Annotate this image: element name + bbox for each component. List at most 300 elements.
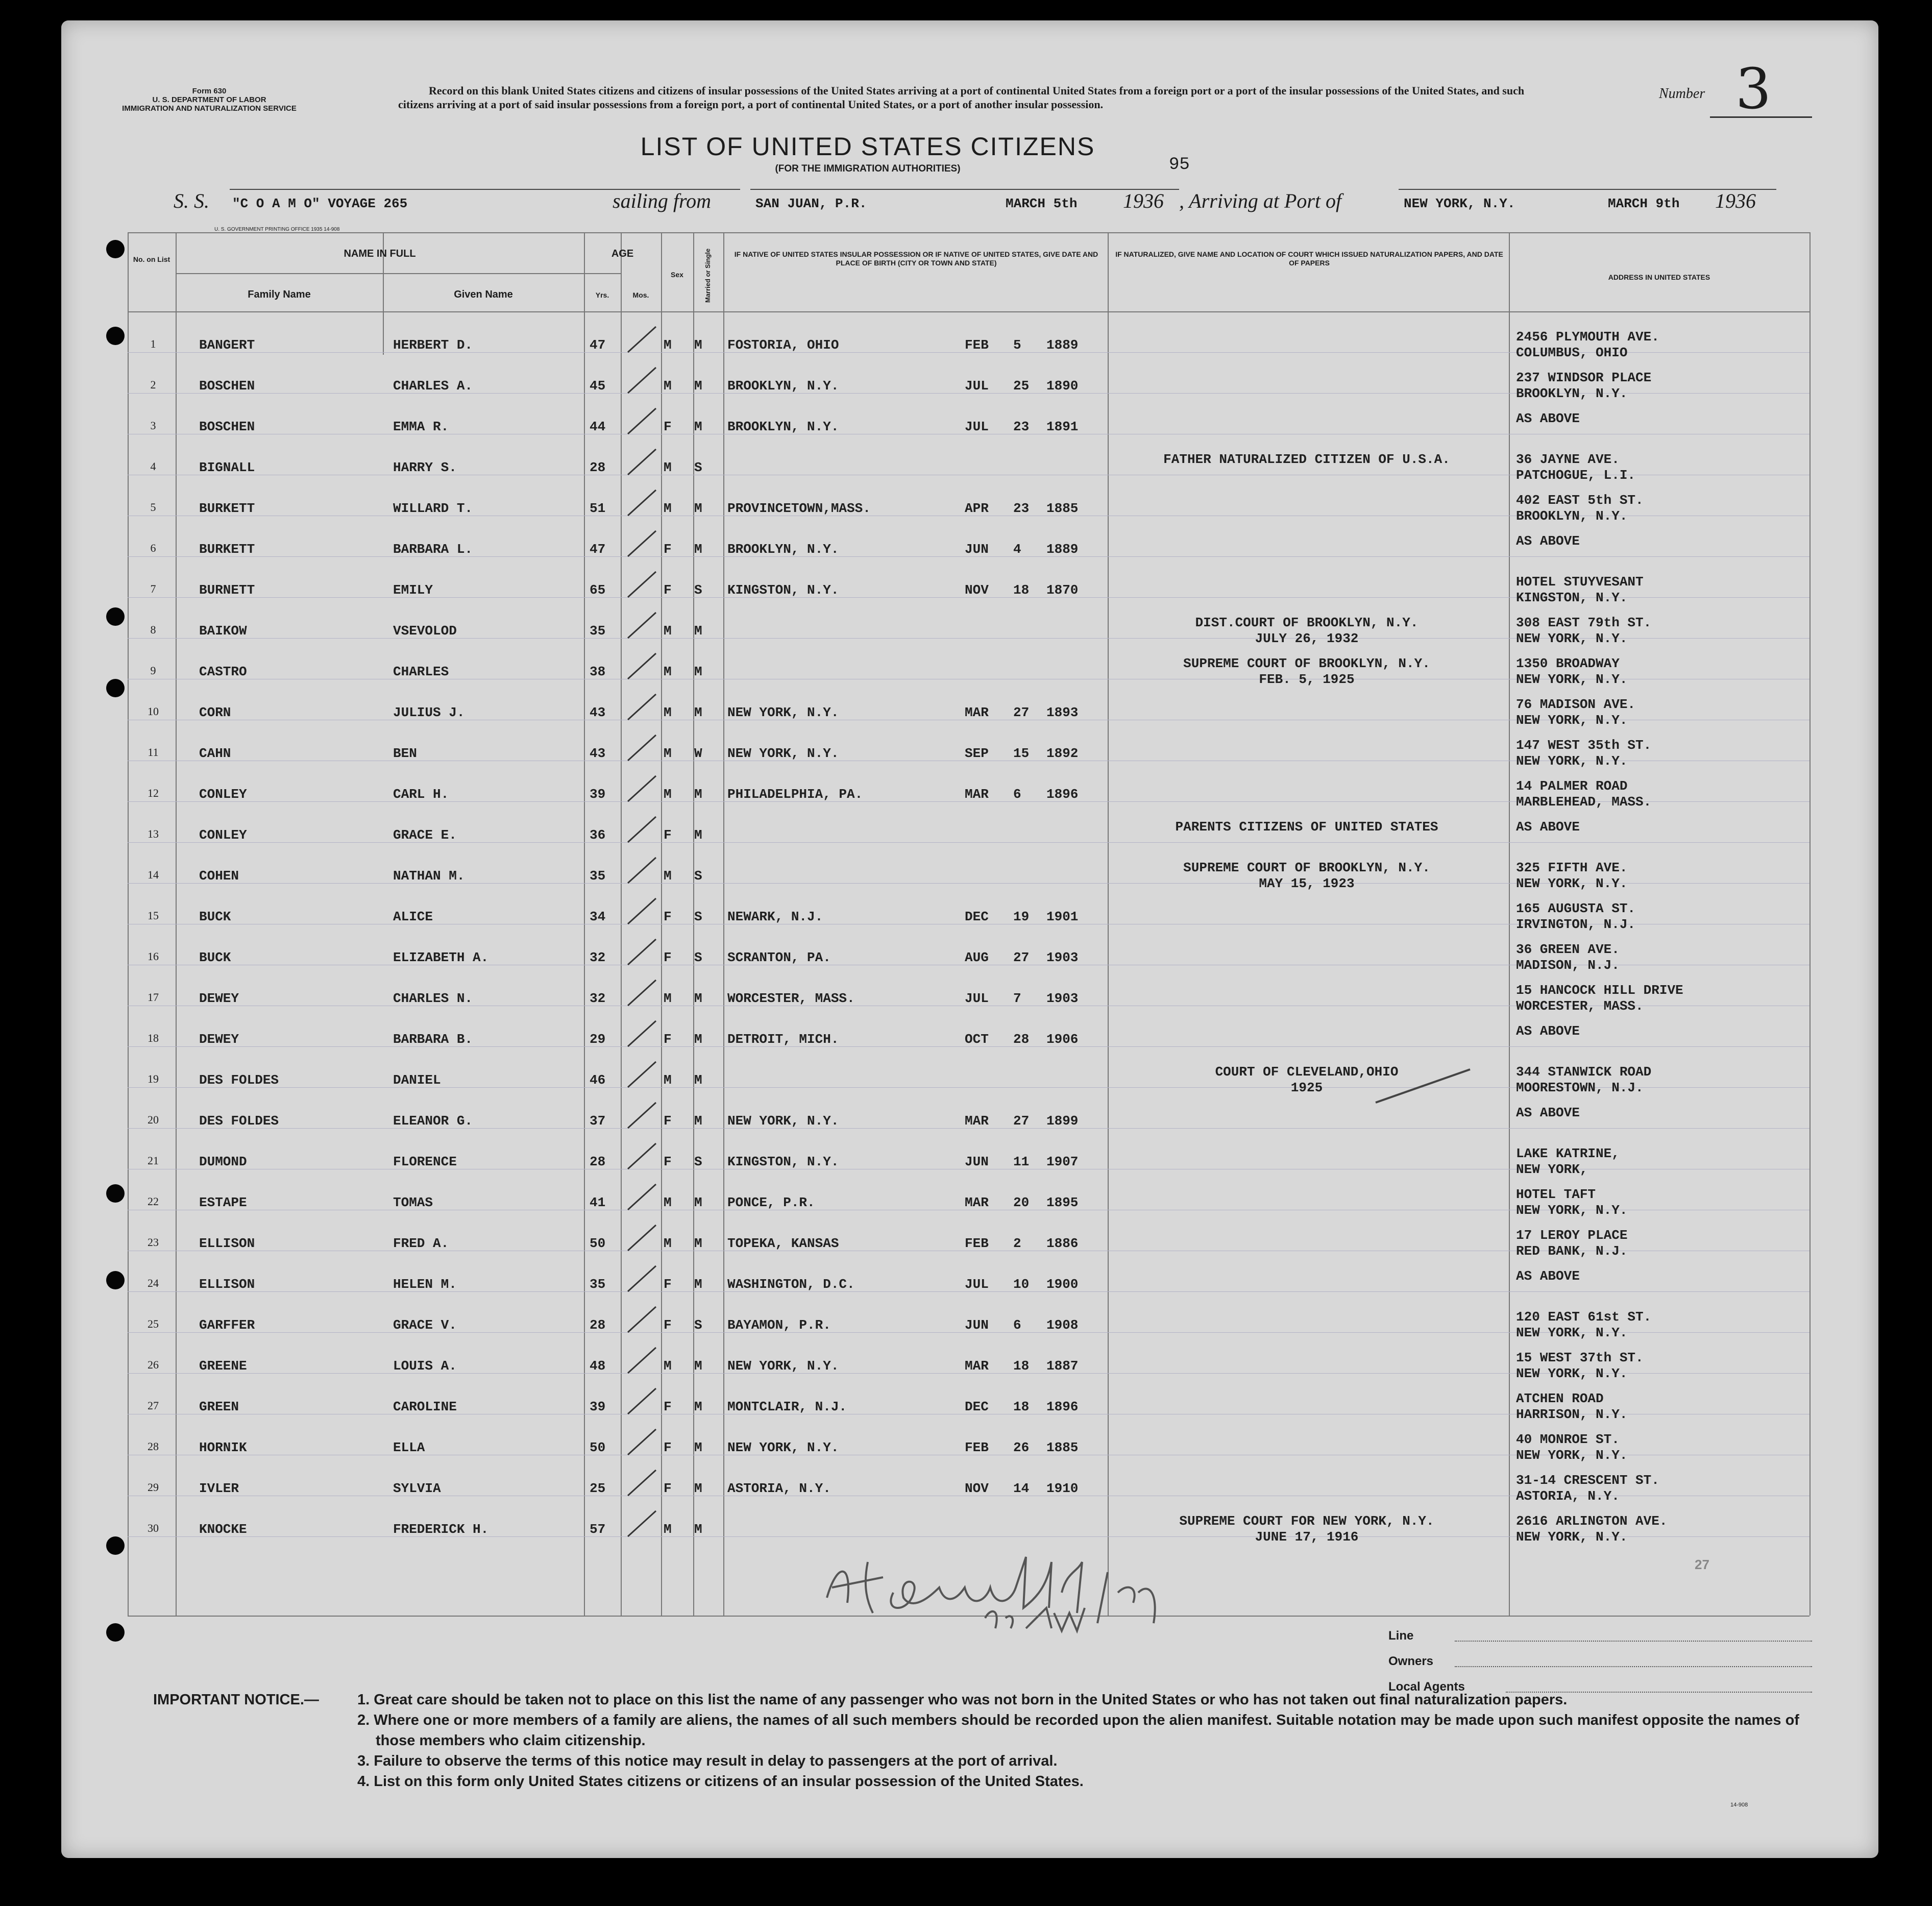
birth-place: NEW YORK, N.Y. [727,1440,839,1455]
given-name: ALICE [393,909,433,924]
sex: M [664,1358,672,1374]
check-tick [625,814,661,845]
line-dots [1455,1641,1812,1642]
row-number: 4 [150,460,156,473]
important-notice [153,1690,1827,1792]
birth-day: 19 [1013,909,1030,924]
age-years: 47 [590,542,606,557]
marital-status: S [694,1154,702,1169]
inspector-signature [822,1542,1281,1644]
sex: F [664,1440,672,1455]
age-years: 37 [590,1113,606,1129]
birth-day: 27 [1013,705,1030,720]
address-line-2: NEW YORK, N.Y. [1516,1325,1628,1340]
given-name: LOUIS A. [393,1358,457,1374]
birth-month: OCT [965,1032,989,1047]
naturalization-info [1108,452,1506,468]
birth-month: DEC [965,909,989,924]
table-row [128,493,1809,532]
address [1516,697,1635,728]
sex: M [664,337,672,353]
marital-status: S [694,582,702,598]
address-line-2: BROOKLYN, N.Y. [1516,386,1628,401]
address-line-2: IRVINGTON, N.J. [1516,917,1636,932]
page-subtitle: (FOR THE IMMIGRATION AUTHORITIES) [775,163,961,174]
given-name: BARBARA L. [393,542,473,557]
birth-month: JUL [965,991,989,1006]
address [1516,411,1580,427]
row-number: 1 [150,337,156,350]
table-row [128,1228,1809,1267]
birth-year: 1893 [1046,705,1079,720]
address-line-1: 165 AUGUSTA ST. [1516,901,1636,916]
owners-dots [1455,1666,1812,1667]
birth-month: JUL [965,378,989,394]
table-row [128,1023,1809,1063]
address-line-1: 31-14 CRESCENT ST. [1516,1473,1659,1488]
birth-place: KINGSTON, N.Y. [727,1154,839,1169]
address-line-1: 308 EAST 79th ST. [1516,615,1652,630]
age-years: 43 [590,705,606,720]
marital-status: S [694,950,702,965]
header-marital: Married or Single [704,248,712,303]
family-name: DEWEY [199,1032,239,1047]
address-line-1: 147 WEST 35th ST. [1516,738,1652,753]
naturalization-info [1108,1513,1506,1545]
age-years: 38 [590,664,606,679]
marital-status: M [694,419,702,434]
address [1516,901,1635,933]
address-line-1: 402 EAST 5th ST. [1516,493,1644,508]
birth-month: NOV [965,582,989,598]
punch-hole [106,679,125,697]
birth-day: 15 [1013,746,1030,761]
address-line-2: NEW YORK, N.Y. [1516,672,1628,687]
birth-month: FEB [965,1236,989,1251]
row-number: 28 [148,1440,159,1453]
family-name: GARFFER [199,1317,255,1333]
marital-status: W [694,746,702,761]
age-years: 57 [590,1522,606,1537]
birth-year: 1896 [1046,1399,1079,1414]
birth-month: AUG [965,950,989,965]
address-line-1: 36 JAYNE AVE. [1516,452,1620,467]
address-line-1: 325 FIFTH AVE. [1516,860,1628,875]
address-line-1: 36 GREEN AVE. [1516,942,1620,957]
family-name: BURKETT [199,542,255,557]
age-years: 25 [590,1481,606,1496]
age-years: 45 [590,378,606,394]
address-line-2: PATCHOGUE, L.I. [1516,468,1636,483]
address [1516,1432,1627,1463]
naturalization-line-1: SUPREME COURT FOR NEW YORK, N.Y. [1179,1513,1434,1529]
address [1516,1064,1651,1096]
table-row [128,942,1809,982]
family-name: COHEN [199,868,239,884]
given-name: ELIZABETH A. [393,950,489,965]
check-tick [625,1100,661,1131]
row-number: 15 [148,909,159,922]
address [1516,1023,1580,1039]
birth-year: 1907 [1046,1154,1079,1169]
birth-day: 20 [1013,1195,1030,1210]
sail-year: 1936 [1123,189,1164,212]
given-name: TOMAS [393,1195,433,1210]
family-name: ELLISON [199,1236,255,1251]
address-line-1: AS ABOVE [1516,1105,1580,1120]
punch-hole [106,1536,125,1555]
given-name: FREDERICK H. [393,1522,489,1537]
check-tick [625,1508,661,1539]
owners-field [1388,1649,1465,1674]
address-line-1: 17 LEROY PLACE [1516,1228,1628,1243]
sex: M [664,664,672,679]
passenger-table [128,232,1809,1616]
marital-status: M [694,501,702,516]
given-name: GRACE E. [393,827,457,843]
birth-day: 18 [1013,1358,1030,1374]
birth-day: 18 [1013,582,1030,598]
given-name: CHARLES N. [393,991,473,1006]
marital-status: M [694,1113,702,1129]
age-years: 36 [590,827,606,843]
birth-year: 1885 [1046,501,1079,516]
birth-place: PROVINCETOWN,MASS. [727,501,871,516]
address-line-1: 15 HANCOCK HILL DRIVE [1516,983,1683,998]
address-line-2: RED BANK, N.J. [1516,1243,1628,1259]
birth-month: APR [965,501,989,516]
address-line-1: 2456 PLYMOUTH AVE. [1516,329,1659,345]
address [1516,1187,1627,1218]
ship-name: "C O A M O" VOYAGE 265 [232,196,408,211]
birth-place: NEW YORK, N.Y. [727,1358,839,1374]
sex: M [664,501,672,516]
sail-date-underline [975,189,1179,190]
table-row [128,819,1809,859]
sex: F [664,419,672,434]
line-field [1388,1623,1465,1649]
address-line-2: NEW YORK, N.Y. [1516,631,1628,646]
birth-place: NEWARK, N.J. [727,909,823,924]
birth-month: MAR [965,1113,989,1129]
naturalization-info [1108,860,1506,892]
table-row [128,738,1809,777]
header-name: NAME IN FULL [344,248,416,259]
marital-status: M [694,991,702,1006]
row-number: 30 [148,1522,159,1534]
sex: M [664,623,672,639]
form-code: 14-908 [1730,1802,1748,1808]
notice-item: 2. Where one or more members of a family are aliens, the names of all such members should be recorded upon the alien manifest. Suitable notation may be made upon such manifest opposite the names of those members who claim citizenship. [357,1712,1799,1749]
naturalization-line-1: SUPREME COURT OF BROOKLYN, N.Y. [1183,656,1430,671]
birth-day: 4 [1013,542,1021,557]
birth-year: 1899 [1046,1113,1079,1129]
address-line-2: NEW YORK, N.Y. [1516,753,1628,769]
naturalization-info [1108,656,1506,688]
row-number: 14 [148,868,159,881]
birth-day: 23 [1013,501,1030,516]
birth-month: MAR [965,705,989,720]
birth-day: 11 [1013,1154,1030,1169]
birth-day: 23 [1013,419,1030,434]
check-tick [625,692,661,722]
family-name: DES FOLDES [199,1113,279,1129]
row-number: 18 [148,1032,159,1044]
naturalization-line-1: PARENTS CITIZENS OF UNITED STATES [1175,819,1438,835]
birth-year: 1889 [1046,337,1079,353]
printer-note: U. S. GOVERNMENT PRINTING OFFICE 1935 14-908 [214,227,340,232]
birth-year: 1885 [1046,1440,1079,1455]
naturalization-line-2: JULY 26, 1932 [1255,631,1359,646]
birth-year: 1891 [1046,419,1079,434]
birth-month: JUN [965,1317,989,1333]
address-line-2: BROOKLYN, N.Y. [1516,508,1628,524]
sex: F [664,1481,672,1496]
row-number: 29 [148,1481,159,1494]
header-sex: Sex [671,271,683,279]
birth-day: 27 [1013,1113,1030,1129]
birth-place: TOPEKA, KANSAS [727,1236,839,1251]
page-number: 95 [1169,155,1190,175]
given-name: CAROLINE [393,1399,457,1414]
birth-place: NEW YORK, N.Y. [727,746,839,761]
row-number: 21 [148,1154,159,1167]
table-row [128,1309,1809,1349]
row-number: 23 [148,1236,159,1249]
birth-day: 28 [1013,1032,1030,1047]
family-name: KNOCKE [199,1522,247,1537]
form-department: U. S. DEPARTMENT OF LABOR [152,95,266,104]
voyage-line [174,189,1781,219]
address-line-1: 1350 BROADWAY [1516,656,1620,671]
table-top-border [128,232,1809,233]
address [1516,1228,1627,1259]
check-tick [625,1018,661,1049]
sex: M [664,787,672,802]
naturalization-info [1108,615,1506,647]
table-row [128,1432,1809,1472]
birth-day: 14 [1013,1481,1030,1496]
family-name: IVLER [199,1481,239,1496]
sail-date: MARCH 5th [1006,196,1078,211]
address-line-1: 120 EAST 61st ST. [1516,1309,1652,1325]
marital-status: M [694,1399,702,1414]
punch-hole [106,607,125,626]
birth-year: 1896 [1046,787,1079,802]
header-given: Given Name [454,289,513,300]
table-row [128,778,1809,818]
row-number: 26 [148,1358,159,1371]
family-name: BUCK [199,909,231,924]
marital-status: M [694,1236,702,1251]
naturalization-line-2: MAY 15, 1923 [1259,876,1355,891]
family-name: DUMOND [199,1154,247,1169]
marital-status: M [694,623,702,639]
naturalization-line-1: DIST.COURT OF BROOKLYN, N.Y. [1195,615,1419,630]
family-name: DES FOLDES [199,1072,279,1088]
row-number: 10 [148,705,159,718]
address-line-2: NEW YORK, N.Y. [1516,876,1628,891]
number-underline [1710,116,1812,118]
address-line-2: NEW YORK, [1516,1162,1588,1177]
notice-item: 4. List on this form only United States citizens or citizens of an insular possession of the United States. [357,1773,1084,1790]
birth-month: NOV [965,1481,989,1496]
naturalization-line-2: 1925 [1290,1080,1323,1095]
address [1516,370,1651,402]
family-name: CAHN [199,746,231,761]
check-tick [625,1182,661,1212]
birth-year: 1906 [1046,1032,1079,1047]
given-name: HARRY S. [393,460,457,475]
row-number: 11 [148,746,159,759]
birth-place: SCRANTON, PA. [727,950,831,965]
sex: F [664,1113,672,1129]
age-years: 48 [590,1358,606,1374]
family-name: BOSCHEN [199,419,255,434]
birth-place: ASTORIA, N.Y. [727,1481,831,1496]
sex: F [664,582,672,598]
row-number: 16 [148,950,159,963]
family-name: BUCK [199,950,231,965]
marital-status: S [694,909,702,924]
header-age: AGE [611,248,634,259]
naturalization-line-2: FEB. 5, 1925 [1259,672,1355,687]
sex: F [664,827,672,843]
address [1516,656,1627,688]
list-number: 3 [1735,56,1771,121]
age-years: 35 [590,1277,606,1292]
address [1516,819,1580,835]
given-name: ELLA [393,1440,425,1455]
address-line-2: ASTORIA, N.Y. [1516,1488,1620,1504]
birth-day: 18 [1013,1399,1030,1414]
sex: F [664,1277,672,1292]
header-birth: IF NATIVE OF UNITED STATES INSULAR POSSESSION OR IF NATIVE OF UNITED STATES, GIVE DATE AND PLACE OF BIRTH (CITY OR TOWN AND STATE) [734,250,1098,267]
check-tick [625,651,661,681]
pencil-mark: 27 [1695,1557,1709,1572]
sex: F [664,1032,672,1047]
agents-label: Local Agents [1388,1680,1465,1694]
birth-month: SEP [965,746,989,761]
address [1516,1350,1644,1382]
row-number: 6 [150,542,156,554]
sex: F [664,1154,672,1169]
address [1516,942,1620,973]
given-name: BARBARA B. [393,1032,473,1047]
table-row [128,1187,1809,1227]
address-line-2: MARBLEHEAD, MASS. [1516,794,1652,810]
given-name: DANIEL [393,1072,441,1088]
address-line-2: NEW YORK, N.Y. [1516,1203,1628,1218]
form-service: IMMIGRATION AND NATURALIZATION SERVICE [122,104,297,113]
age-years: 28 [590,1317,606,1333]
sex: M [664,991,672,1006]
address-line-2: WORCESTER, MASS. [1516,998,1644,1014]
age-years: 39 [590,1399,606,1414]
address-line-2: NEW YORK, N.Y. [1516,1529,1628,1545]
marital-status: M [694,664,702,679]
family-name: BURKETT [199,501,255,516]
row-number: 12 [148,787,159,799]
family-name: CONLEY [199,787,247,802]
row-number: 27 [148,1399,159,1412]
age-years: 43 [590,746,606,761]
check-tick [625,978,661,1008]
address-line-2: MOORESTOWN, N.J. [1516,1080,1644,1095]
given-name: ELEANOR G. [393,1113,473,1129]
marital-status: M [694,1522,702,1537]
address-line-2: NEW YORK, N.Y. [1516,713,1628,728]
marital-status: M [694,827,702,843]
birth-day: 25 [1013,378,1030,394]
col-border [1809,232,1811,1616]
family-name: CONLEY [199,827,247,843]
arrive-year: 1936 [1715,189,1756,212]
table-row [128,697,1809,737]
marital-status: M [694,1195,702,1210]
birth-month: FEB [965,337,989,353]
row-number: 8 [150,623,156,636]
birth-month: FEB [965,1440,989,1455]
ss-label: S. S. [174,189,209,212]
check-tick [625,896,661,926]
birth-place: WASHINGTON, D.C. [727,1277,855,1292]
sex: M [664,868,672,884]
family-name: DEWEY [199,991,239,1006]
birth-place: NEW YORK, N.Y. [727,705,839,720]
given-name: CHARLES A. [393,378,473,394]
age-years: 44 [590,419,606,434]
family-name: BANGERT [199,337,255,353]
check-tick [625,406,661,436]
arrive-date: MARCH 9th [1608,196,1680,211]
sex: M [664,378,672,394]
birth-year: 1903 [1046,950,1079,965]
address [1516,983,1683,1014]
family-name: GREEN [199,1399,239,1414]
given-name: BEN [393,746,417,761]
birth-place: KINGSTON, N.Y. [727,582,839,598]
birth-day: 27 [1013,950,1030,965]
birth-day: 6 [1013,1317,1021,1333]
given-name: JULIUS J. [393,705,465,720]
header-yrs: Yrs. [595,291,609,299]
birth-year: 1889 [1046,542,1079,557]
given-name: EMILY [393,582,433,598]
age-years: 39 [590,787,606,802]
age-years: 65 [590,582,606,598]
address [1516,1473,1659,1504]
address [1516,1309,1651,1341]
check-tick [625,1427,661,1457]
address [1516,1146,1620,1178]
family-name: BIGNALL [199,460,255,475]
family-name: ESTAPE [199,1195,247,1210]
birth-month: JUN [965,1154,989,1169]
departure-port: SAN JUAN, P.R. [755,196,867,211]
address [1516,329,1659,361]
address [1516,452,1635,483]
table-row [128,983,1809,1022]
table-row [128,1391,1809,1431]
address-line-1: 40 MONROE ST. [1516,1432,1620,1447]
sex: F [664,950,672,965]
form-identifier [117,87,301,113]
check-tick [625,365,661,396]
check-tick [625,487,661,518]
address [1516,738,1651,769]
address-line-1: ATCHEN ROAD [1516,1391,1604,1406]
